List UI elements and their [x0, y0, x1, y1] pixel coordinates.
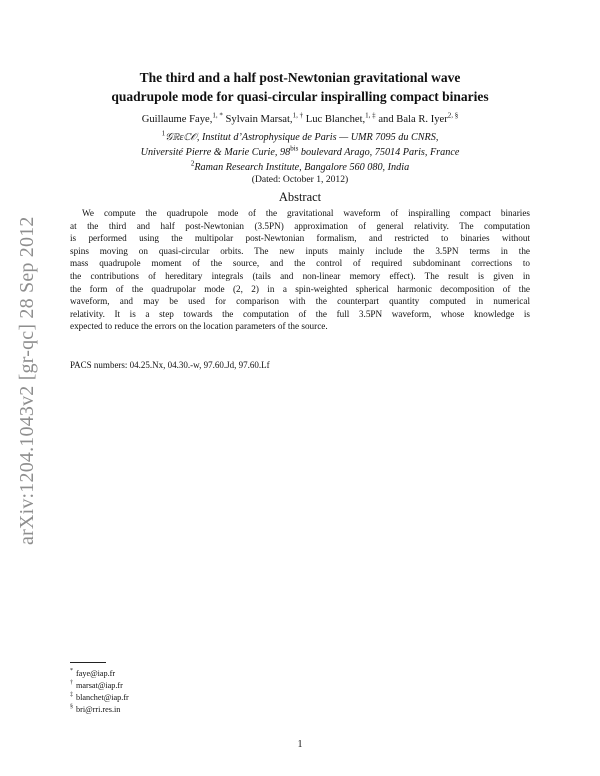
author-mark: 1, † [292, 111, 304, 120]
footnote-mark: ‡ [70, 692, 73, 699]
author-mark: 2, § [447, 111, 459, 120]
affiliation-line [75, 130, 525, 145]
affiliation-text: Raman Research Institute, Bangalore 560 080, India [194, 162, 410, 173]
paper-title [75, 68, 525, 106]
affiliation-line [75, 160, 525, 175]
abstract-heading: Abstract [278, 190, 322, 204]
abstract-line: the form of the quadrupolar mode (2, 2) in a spin-weighted spherical harmonic decomposition of the [70, 283, 530, 294]
author-name: and Bala R. Iyer [378, 114, 448, 125]
footnote [70, 692, 129, 704]
dated-line: (Dated: October 1, 2012) [251, 174, 349, 185]
abstract-body [70, 207, 530, 333]
footnote [70, 704, 129, 716]
footnote [70, 668, 129, 680]
author-mark: 1, * [212, 111, 223, 120]
abstract-line: at the third and half post-Newtonian (3.5PN) approximation of general relativity. The computation [70, 220, 530, 231]
pacs-numbers: PACS numbers: 04.25.Nx, 04.30.-w, 97.60.Jd, 97.60.Lf [70, 360, 270, 370]
footnote-mark: * [70, 668, 73, 675]
abstract-line: expected to reduce the errors on the location parameters of the source. [70, 321, 328, 332]
abstract-line: mass quadrupole moment of the source, and the control of required subdominant corrections to [70, 258, 530, 269]
author-name: Luc Blanchet, [305, 114, 366, 125]
footnote-email: marsat@iap.fr [76, 681, 123, 690]
author-list [75, 112, 525, 128]
footnote-email: blanchet@iap.fr [76, 693, 129, 702]
footnote-mark: † [70, 680, 73, 687]
affiliations [75, 130, 525, 175]
author-name: Guillaume Faye, [141, 114, 213, 125]
footnote-email: faye@iap.fr [76, 669, 116, 678]
footnote-email: bri@rri.res.in [76, 705, 121, 714]
footnote-mark: § [70, 704, 73, 711]
abstract-line: waveform, and may be used for comparison with the counterpart quantity computed in numerical [70, 296, 530, 307]
abstract-line: relativity. It is a step towards the computation of the full 3.5PN waveform, whose knowledge is [70, 308, 530, 319]
title-line: The third and a half post-Newtonian gravitational wave [139, 70, 461, 85]
affiliation-line [75, 145, 525, 160]
affiliation-text: boulevard Arago, 75014 Paris, France [298, 147, 460, 158]
affiliation-text: Université Pierre & Marie Curie, 98 [140, 147, 291, 158]
affiliation-text: 𝒢ℝεℂ𝒪, Institut d’Astrophysique de Paris — UMR 7095 du CNRS, [165, 132, 439, 143]
abstract-line: the contributions of hereditary integrals (tails and non-linear memory effect). The result is given in [70, 270, 530, 281]
abstract-line: is performed using the multipolar post-Newtonian formalism, and restricted to binaries without [70, 233, 530, 244]
author-mark: 1, ‡ [365, 111, 376, 120]
abstract-line: We compute the quadrupole mode of the gravitational waveform of inspiralling compact binaries [82, 208, 530, 218]
abstract-line: spins moving on quasi-circular orbits. The new inputs mainly include the 3.5PN terms in the [70, 245, 530, 256]
affiliation-superscript: bis [290, 144, 299, 153]
footnotes [70, 668, 129, 716]
footnote [70, 680, 129, 692]
footnote-separator [70, 662, 106, 663]
author-name: Sylvain Marsat, [225, 114, 293, 125]
arxiv-identifier-stamp: arXiv:1204.1043v2 [gr-qc] 28 Sep 2012 [16, 216, 38, 545]
title-line: quadrupole mode for quasi-circular inspiralling compact binaries [111, 89, 489, 104]
affiliation-mark: 1 [161, 129, 166, 138]
page-number: 1 [297, 739, 303, 750]
affiliation-mark: 2 [190, 159, 195, 168]
